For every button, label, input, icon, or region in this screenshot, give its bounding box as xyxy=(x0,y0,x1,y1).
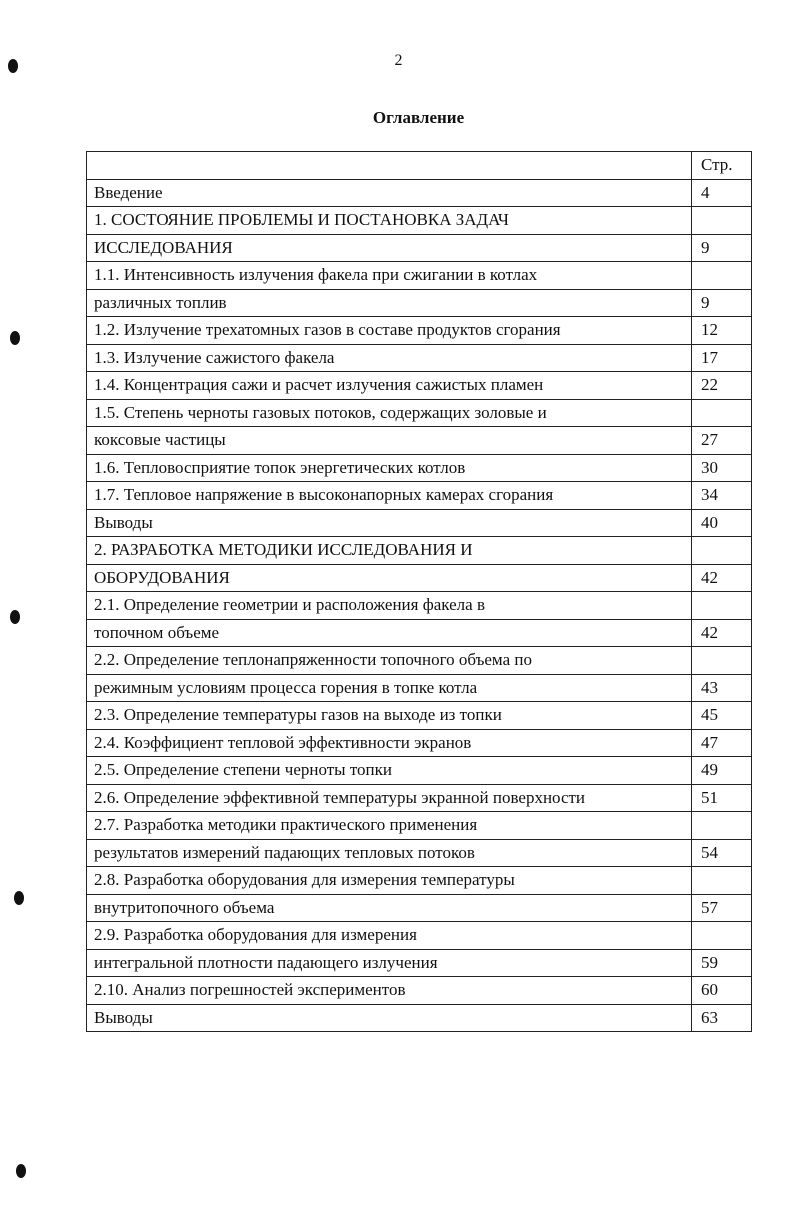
toc-row xyxy=(87,867,752,895)
toc-entry-label: 2. РАЗРАБОТКА МЕТОДИКИ ИССЛЕДОВАНИЯ И xyxy=(87,537,692,565)
binder-hole-mark xyxy=(16,1164,26,1178)
toc-entry-label: 1.4. Концентрация сажи и расчет излучения сажистых пламен xyxy=(87,372,692,400)
toc-entry-label: Введение xyxy=(87,179,692,207)
toc-entry-page: 63 xyxy=(692,1004,752,1032)
toc-entry-page: 42 xyxy=(692,564,752,592)
toc-entry-page: 17 xyxy=(692,344,752,372)
toc-row xyxy=(87,674,752,702)
toc-entry-page: 9 xyxy=(692,234,752,262)
toc-entry-page: 47 xyxy=(692,729,752,757)
toc-row xyxy=(87,839,752,867)
toc-row xyxy=(87,977,752,1005)
toc-entry-page: 45 xyxy=(692,702,752,730)
toc-entry-page: 57 xyxy=(692,894,752,922)
toc-entry-label: интегральной плотности падающего излучения xyxy=(87,949,692,977)
toc-entry-page xyxy=(692,592,752,620)
toc-row xyxy=(87,482,752,510)
toc-row xyxy=(87,537,752,565)
toc-entry-label: Выводы xyxy=(87,1004,692,1032)
toc-row xyxy=(87,592,752,620)
toc-entry-label: 1.3. Излучение сажистого факела xyxy=(87,344,692,372)
toc-row xyxy=(87,784,752,812)
toc-entry-label: 1.1. Интенсивность излучения факела при сжигании в котлах xyxy=(87,262,692,290)
toc-entry-label: 2.5. Определение степени черноты топки xyxy=(87,757,692,785)
toc-entry-page: 30 xyxy=(692,454,752,482)
toc-row xyxy=(87,1004,752,1032)
toc-entry-page: 42 xyxy=(692,619,752,647)
toc-row xyxy=(87,234,752,262)
toc-row xyxy=(87,262,752,290)
toc-row xyxy=(87,179,752,207)
toc-entry-label: коксовые частицы xyxy=(87,427,692,455)
toc-row xyxy=(87,317,752,345)
toc-table xyxy=(86,151,752,1032)
toc-row xyxy=(87,289,752,317)
toc-entry-label: Выводы xyxy=(87,509,692,537)
toc-header-label xyxy=(87,152,692,180)
toc-entry-label: 2.2. Определение теплонапряженности топочного объема по xyxy=(87,647,692,675)
toc-entry-page xyxy=(692,647,752,675)
toc-row xyxy=(87,894,752,922)
toc-entry-page xyxy=(692,867,752,895)
toc-entry-label: ОБОРУДОВАНИЯ xyxy=(87,564,692,592)
toc-entry-label: внутритопочного объема xyxy=(87,894,692,922)
toc-entry-page: 59 xyxy=(692,949,752,977)
toc-entry-page: 54 xyxy=(692,839,752,867)
toc-entry-label: 1. СОСТОЯНИЕ ПРОБЛЕМЫ И ПОСТАНОВКА ЗАДАЧ xyxy=(87,207,692,235)
toc-entry-page xyxy=(692,399,752,427)
toc-row xyxy=(87,647,752,675)
toc-entry-page: 27 xyxy=(692,427,752,455)
toc-entry-label: 1.6. Тепловосприятие топок энергетических котлов xyxy=(87,454,692,482)
toc-row xyxy=(87,619,752,647)
toc-entry-page: 9 xyxy=(692,289,752,317)
toc-entry-label: 1.5. Степень черноты газовых потоков, содержащих золовые и xyxy=(87,399,692,427)
toc-entry-page xyxy=(692,812,752,840)
toc-entry-label: 1.7. Тепловое напряжение в высоконапорных камерах сгорания xyxy=(87,482,692,510)
toc-entry-page: 4 xyxy=(692,179,752,207)
toc-entry-page: 34 xyxy=(692,482,752,510)
toc-entry-label: 2.8. Разработка оборудования для измерения температуры xyxy=(87,867,692,895)
toc-entry-page xyxy=(692,922,752,950)
toc-row xyxy=(87,564,752,592)
toc-row xyxy=(87,372,752,400)
page-title: Оглавление xyxy=(372,108,465,127)
toc-entry-page: 22 xyxy=(692,372,752,400)
toc-entry-page xyxy=(692,262,752,290)
toc-header-page: Стр. xyxy=(692,152,752,180)
toc-entry-label: режимным условиям процесса горения в топке котла xyxy=(87,674,692,702)
toc-entry-page xyxy=(692,207,752,235)
toc-entry-page: 40 xyxy=(692,509,752,537)
toc-entry-label: 1.2. Излучение трехатомных газов в составе продуктов сгорания xyxy=(87,317,692,345)
toc-row xyxy=(87,729,752,757)
toc-entry-label: 2.10. Анализ погрешностей экспериментов xyxy=(87,977,692,1005)
toc-row xyxy=(87,757,752,785)
toc-row xyxy=(87,509,752,537)
toc-entry-label: различных топлив xyxy=(87,289,692,317)
toc-entry-label: 2.6. Определение эффективной температуры экранной поверхности xyxy=(87,784,692,812)
toc-entry-label: 2.4. Коэффициент тепловой эффективности экранов xyxy=(87,729,692,757)
binder-hole-mark xyxy=(10,331,20,345)
toc-entry-page: 49 xyxy=(692,757,752,785)
toc-entry-page: 51 xyxy=(692,784,752,812)
toc-entry-page: 12 xyxy=(692,317,752,345)
toc-row xyxy=(87,949,752,977)
toc-entry-label: 2.3. Определение температуры газов на выходе из топки xyxy=(87,702,692,730)
toc-entry-label: 2.1. Определение геометрии и расположения факела в xyxy=(87,592,692,620)
toc-row xyxy=(87,812,752,840)
toc-entry-label: результатов измерений падающих тепловых потоков xyxy=(87,839,692,867)
toc-header-row xyxy=(87,152,752,180)
toc-entry-label: 2.9. Разработка оборудования для измерения xyxy=(87,922,692,950)
toc-entry-label: ИССЛЕДОВАНИЯ xyxy=(87,234,692,262)
binder-hole-mark xyxy=(14,891,24,905)
toc-row xyxy=(87,702,752,730)
toc-entry-page xyxy=(692,537,752,565)
toc-row xyxy=(87,922,752,950)
toc-entry-page: 43 xyxy=(692,674,752,702)
toc-row xyxy=(87,344,752,372)
toc-entry-label: 2.7. Разработка методики практического применения xyxy=(87,812,692,840)
toc-row xyxy=(87,427,752,455)
toc-row xyxy=(87,207,752,235)
toc-row xyxy=(87,454,752,482)
toc-row xyxy=(87,399,752,427)
toc-entry-page: 60 xyxy=(692,977,752,1005)
toc-entry-label: топочном объеме xyxy=(87,619,692,647)
binder-hole-mark xyxy=(10,610,20,624)
page-number: 2 xyxy=(394,52,403,69)
